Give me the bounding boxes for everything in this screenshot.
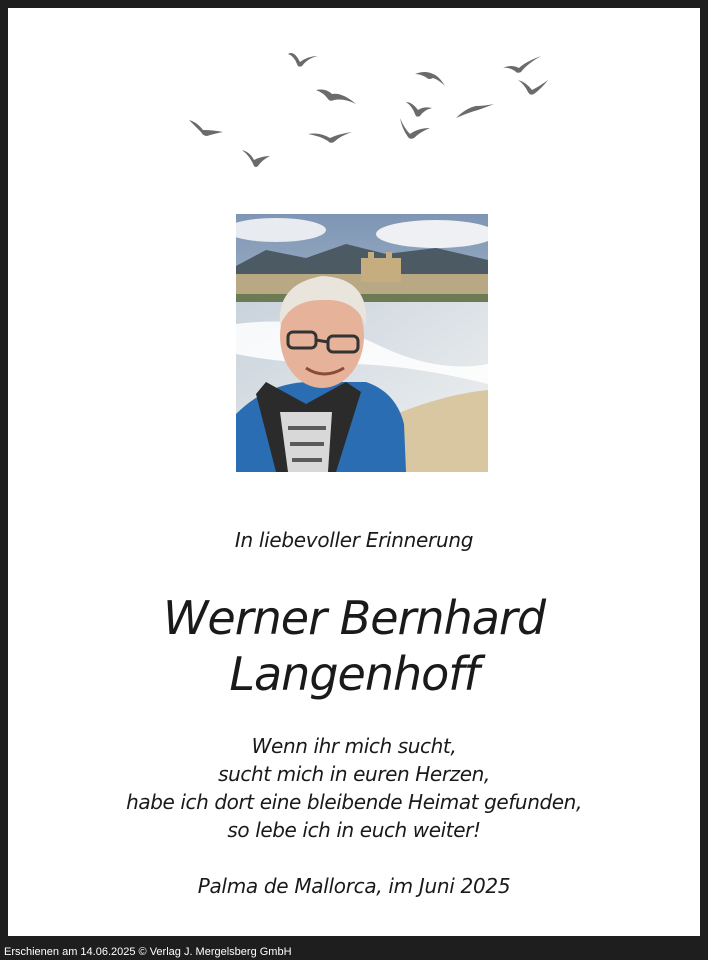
name-first-line: Werner Bernhard bbox=[162, 591, 546, 645]
bird-icon bbox=[518, 80, 548, 95]
bird-icon bbox=[288, 53, 318, 67]
bird-icon bbox=[503, 56, 541, 73]
verse bbox=[8, 732, 700, 844]
bird-icon bbox=[242, 150, 270, 167]
verse-line: habe ich dort eine bleibende Heimat gefunden, bbox=[126, 790, 582, 814]
bird-icon bbox=[406, 102, 432, 117]
bird-icon bbox=[316, 90, 356, 105]
bird-icon bbox=[308, 132, 352, 143]
portrait-photo bbox=[236, 214, 488, 472]
deceased-name bbox=[8, 590, 700, 702]
bird-icon bbox=[189, 120, 223, 136]
obituary-card bbox=[8, 8, 700, 936]
verse-line: Wenn ihr mich sucht, bbox=[251, 734, 457, 758]
name-second-line: Langenhoff bbox=[229, 647, 479, 701]
memory-line: In liebevoller Erinnerung bbox=[234, 528, 474, 552]
seagulls-decoration bbox=[178, 38, 578, 188]
bird-icon bbox=[400, 118, 430, 139]
publication-footer: Erschienen am 14.06.2025 © Verlag J. Mergelsberg GmbH bbox=[4, 946, 292, 958]
bird-icon bbox=[415, 72, 445, 86]
verse-line: sucht mich in euren Herzen, bbox=[218, 762, 490, 786]
place-date: Palma de Mallorca, im Juni 2025 bbox=[197, 874, 511, 898]
bird-icon bbox=[456, 104, 494, 118]
verse-line: so lebe ich in euch weiter! bbox=[227, 818, 481, 842]
